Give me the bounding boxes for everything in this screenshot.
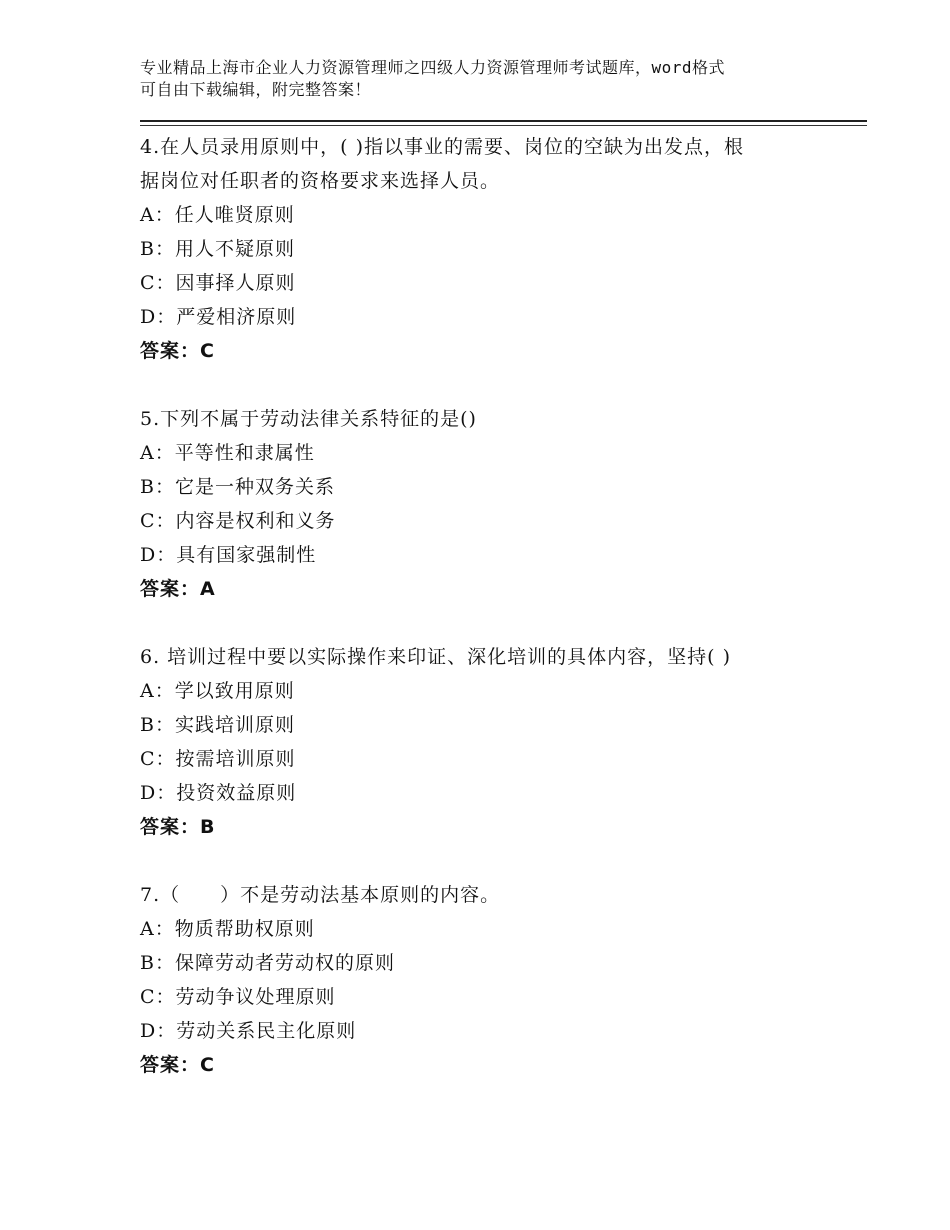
question-spacer bbox=[140, 368, 840, 402]
option-b: B：用人不疑原则 bbox=[140, 238, 295, 260]
option-a: A：物质帮助权原则 bbox=[140, 918, 315, 940]
question-stem-line: 4.在人员录用原则中，( )指以事业的需要、岗位的空缺为出发点，根 bbox=[140, 136, 744, 158]
option-b: B：它是一种双务关系 bbox=[140, 476, 335, 498]
question-4 bbox=[140, 130, 840, 368]
option-d: D：严爱相济原则 bbox=[140, 306, 297, 328]
header-line-1: 专业精品上海市企业人力资源管理师之四级人力资源管理师考试题库，word格式 bbox=[140, 58, 726, 77]
question-stem-line: 据岗位对任职者的资格要求来选择人员。 bbox=[140, 170, 501, 192]
answer: 答案：C bbox=[140, 1054, 215, 1076]
question-stem: 6. 培训过程中要以实际操作来印证、深化培训的具体内容，坚持( ) bbox=[140, 646, 732, 668]
question-stem bbox=[140, 130, 810, 198]
option-c: C：按需培训原则 bbox=[140, 748, 296, 770]
option-d: D：具有国家强制性 bbox=[140, 544, 317, 566]
question-stem: 7.（ ）不是劳动法基本原则的内容。 bbox=[140, 884, 501, 906]
question-7 bbox=[140, 878, 840, 1082]
question-spacer bbox=[140, 606, 840, 640]
answer: 答案：A bbox=[140, 578, 216, 600]
option-b: B：保障劳动者劳动权的原则 bbox=[140, 952, 395, 974]
option-a: A：任人唯贤原则 bbox=[140, 204, 295, 226]
option-c: C：内容是权利和义务 bbox=[140, 510, 336, 532]
option-c: C：因事择人原则 bbox=[140, 272, 296, 294]
question-stem: 5.下列不属于劳动法律关系特征的是() bbox=[140, 408, 477, 430]
document-header bbox=[140, 57, 840, 101]
question-list bbox=[140, 130, 840, 1082]
answer: 答案：C bbox=[140, 340, 215, 362]
option-c: C：劳动争议处理原则 bbox=[140, 986, 336, 1008]
question-spacer bbox=[140, 844, 840, 878]
header-rule-thin bbox=[140, 125, 867, 126]
option-d: D：劳动关系民主化原则 bbox=[140, 1020, 357, 1042]
question-5 bbox=[140, 402, 840, 606]
header-rule-thick bbox=[140, 120, 867, 122]
question-6 bbox=[140, 640, 840, 844]
option-d: D：投资效益原则 bbox=[140, 782, 297, 804]
option-b: B：实践培训原则 bbox=[140, 714, 295, 736]
header-line-2: 可自由下载编辑，附完整答案！ bbox=[140, 80, 372, 99]
answer: 答案：B bbox=[140, 816, 216, 838]
option-a: A：学以致用原则 bbox=[140, 680, 295, 702]
option-a: A：平等性和隶属性 bbox=[140, 442, 315, 464]
